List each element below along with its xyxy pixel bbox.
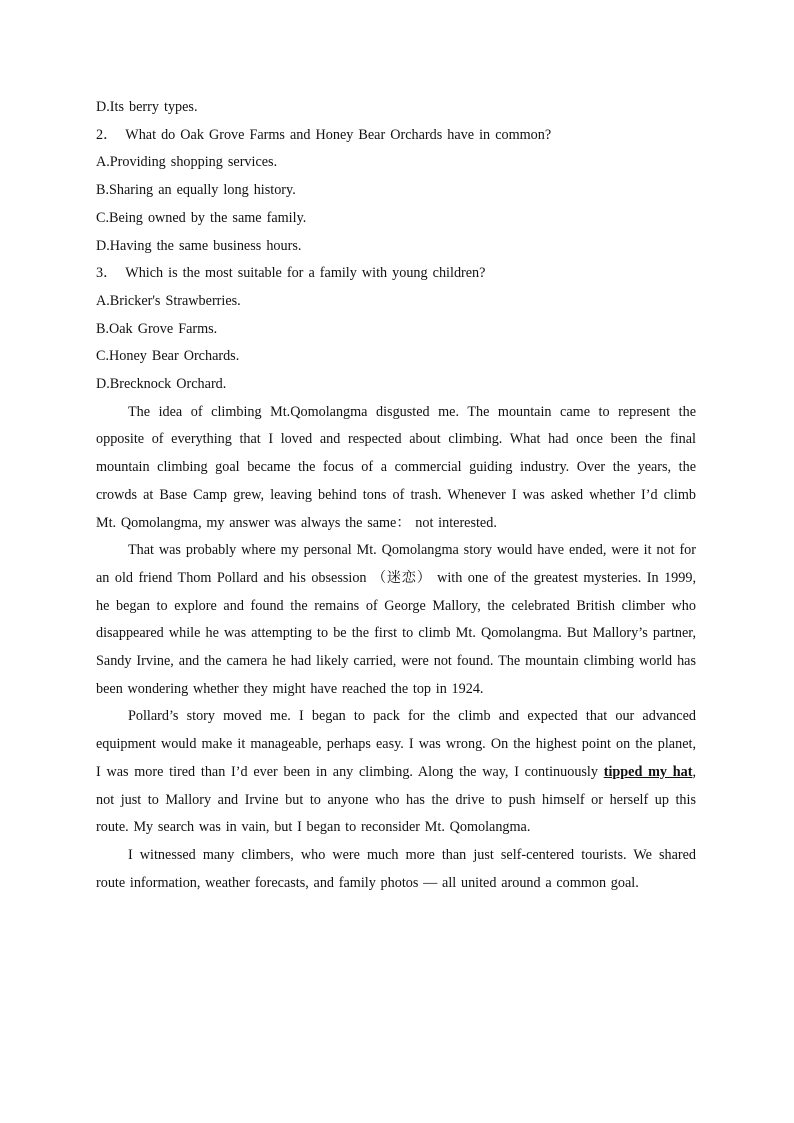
q3-number: 3． — [96, 265, 118, 282]
q1-option-d: D.Its berry types. — [96, 99, 198, 115]
q3-stem: Which is the most suitable for a family with young children? — [125, 265, 486, 282]
passage-paragraph-1: The idea of climbing Mt.Qomolangma disgusted me. The mountain came to represent the opposite of everything that I loved and respected about climbing. What had once been the final mountain climbing goal became the focus of a commercial guiding industry. Over the years, the crowds at Base Camp grew, leaving behind tons of trash. Whenever I was asked whether I’d climb Mt. Qomolangma, my answer was always the same： not interested. — [96, 403, 696, 531]
paragraph-3-after: , not just to Mallory and Irvine but to anyone who has the drive to push himself or herself up this route. My search was in vain, but I began to reconsider Mt. Qomolangma. — [96, 763, 696, 836]
passage-paragraph-2: That was probably where my personal Mt. Qomolangma story would have ended, were it not for an old friend Thom Pollard and his obsession （迷恋） with one of the greatest mysteries. In 1999, he began to explore and found the remains of George Mallory, the celebrated British climber who disappeared while he was attempting to be the first to climb Mt. Qomolangma. But Mallory’s partner, Sandy Irvine, and the camera he had likely carried, were not found. The mountain climbing world has been wondering whether they might have reached the top in 1924. — [96, 542, 696, 697]
q2-option-a: A.Providing shopping services. — [96, 154, 278, 171]
q2-number: 2． — [96, 126, 118, 143]
q2-stem-line — [96, 122, 696, 150]
q3-option-a: A.Bricker's Strawberries. — [96, 292, 241, 309]
passage-paragraph-4: I witnessed many climbers, who were much more than just self-centered tourists. We shared route information, weather forecasts, and family photos — all united around a common goal. — [96, 846, 696, 891]
q3-option-b: B.Oak Grove Farms. — [96, 320, 218, 337]
q2-option-c: C.Being owned by the same family. — [96, 209, 307, 226]
highlighted-phrase: tipped my hat — [603, 763, 693, 780]
paragraph-3-before: Pollard’s story moved me. I began to pack for the climb and expected that our advanced equipment would make it manageable, perhaps easy. I was wrong. On the highest point on the planet, I was more tired than I’d ever been in any climbing. Along the way, I continuously — [96, 708, 696, 780]
q2-option-b: B.Sharing an equally long history. — [96, 182, 296, 199]
q2-option-d: D.Having the same business hours. — [96, 237, 302, 254]
document-page — [96, 94, 696, 897]
q2-stem: What do Oak Grove Farms and Honey Bear Orchards have in common? — [125, 126, 552, 143]
q3-option-c: C.Honey Bear Orchards. — [96, 348, 240, 365]
q3-option-d: D.Brecknock Orchard. — [96, 376, 227, 393]
passage-paragraph-3 — [96, 703, 696, 842]
q3-stem-line — [96, 260, 696, 288]
